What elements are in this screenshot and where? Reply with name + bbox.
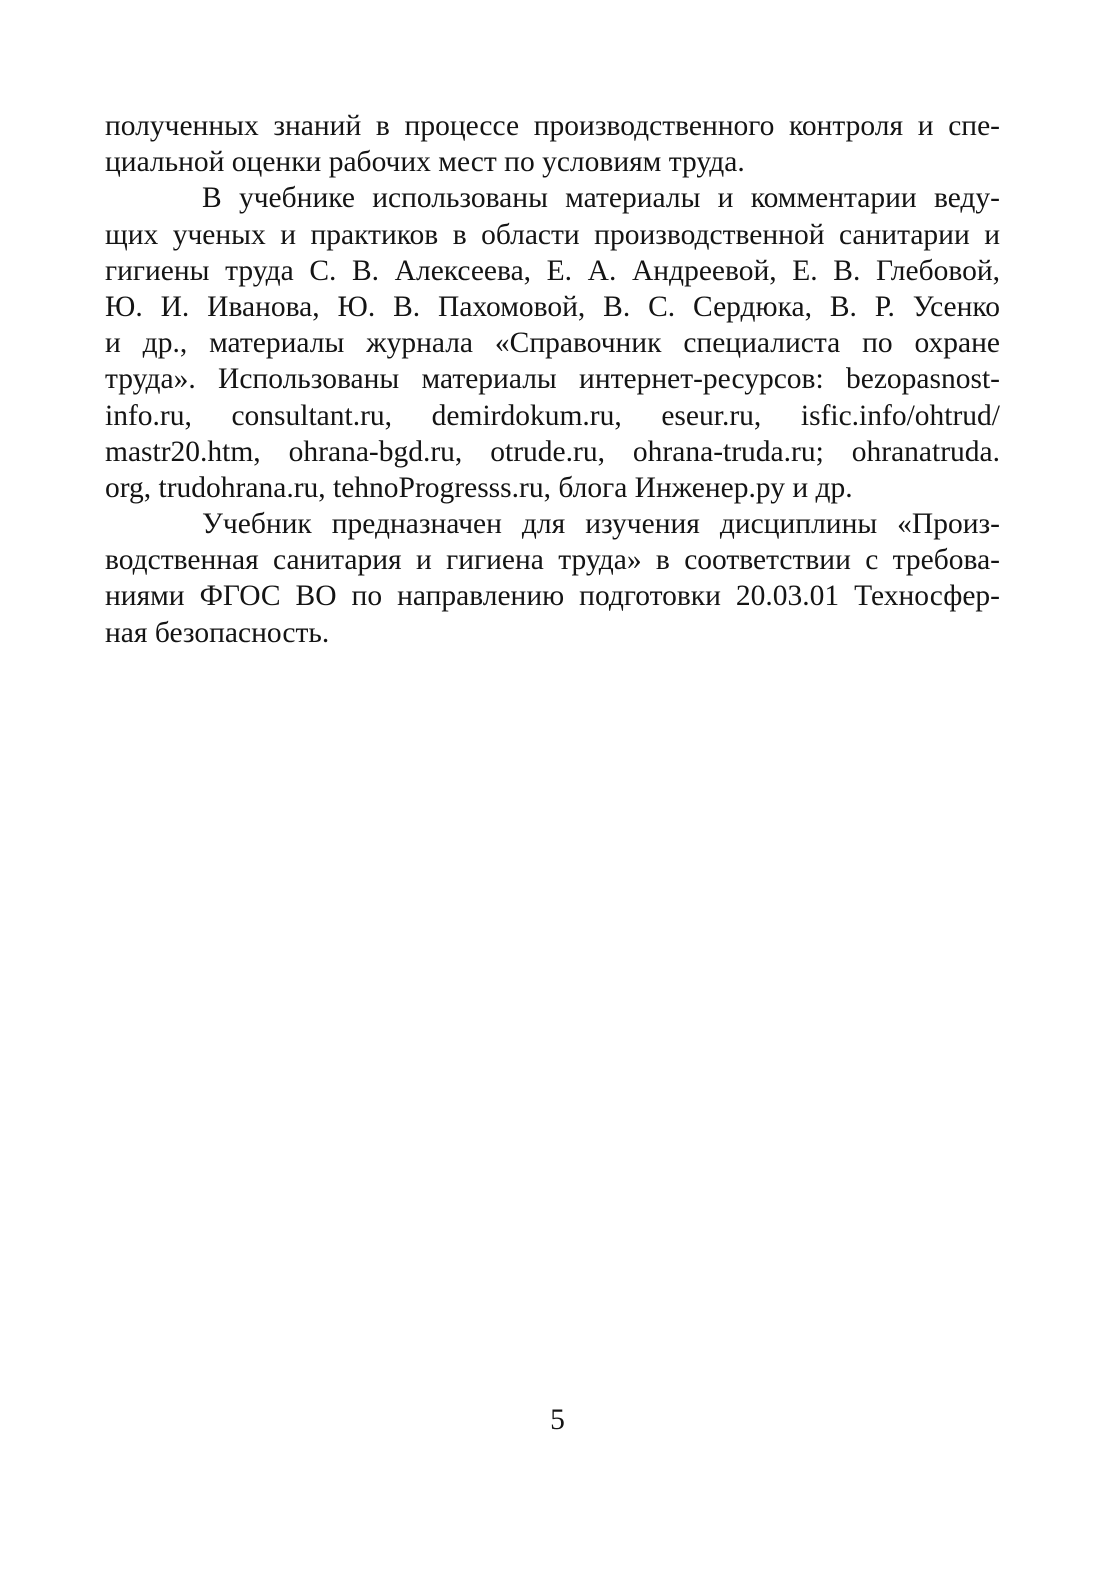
paragraph-2-line-4: Ю. И. Иванова, Ю. В. Пахомовой, В. С. Сердюка, В. Р. Усенко bbox=[105, 290, 1000, 323]
paragraph-2-line-2: щих ученых и практиков в области производственной санитарии и bbox=[105, 218, 1000, 251]
paragraph-2-line-9: org, trudohrana.ru, tehnoProgresss.ru, блога Инженер.ру и др. bbox=[105, 471, 853, 504]
paragraph-3-line-2: водственная санитария и гигиена труда» в соответствии с требова- bbox=[105, 544, 1000, 577]
paragraph-3-line-3: ниями ФГОС ВО по направлению подготовки 20.03.01 Техносфер- bbox=[105, 580, 1000, 613]
body-text bbox=[105, 108, 1000, 651]
paragraph-2-line-7: info.ru, consultant.ru, demirdokum.ru, eseur.ru, isfic.info/ohtrud/ bbox=[105, 399, 1000, 432]
paragraph-2-line-3: гигиены труда С. В. Алексеева, Е. А. Андреевой, Е. В. Глебовой, bbox=[105, 254, 1000, 287]
paragraph-3-line-4: ная безопасность. bbox=[105, 616, 330, 649]
paragraph-1-line-1: полученных знаний в процессе производственного контроля и спе- bbox=[105, 110, 1000, 142]
paragraph-2-line-5: и др., материалы журнала «Справочник специалиста по охране bbox=[105, 327, 1000, 360]
paragraph-2-line-8: mastr20.htm, ohrana-bgd.ru, otrude.ru, ohrana-truda.ru; ohranatruda. bbox=[105, 435, 1000, 468]
paragraph-2-line-1: В учебнике использованы материалы и комментарии веду- bbox=[202, 182, 1000, 215]
paragraph-1-line-2: циальной оценки рабочих мест по условиям труда. bbox=[105, 146, 745, 179]
paragraph-3-line-1: Учебник предназначен для изучения дисциплины «Произ- bbox=[202, 508, 1000, 541]
page-number: 5 bbox=[550, 1404, 565, 1436]
paragraph-2-line-6: труда». Использованы материалы интернет-ресурсов: bezopasnost- bbox=[105, 363, 1000, 396]
